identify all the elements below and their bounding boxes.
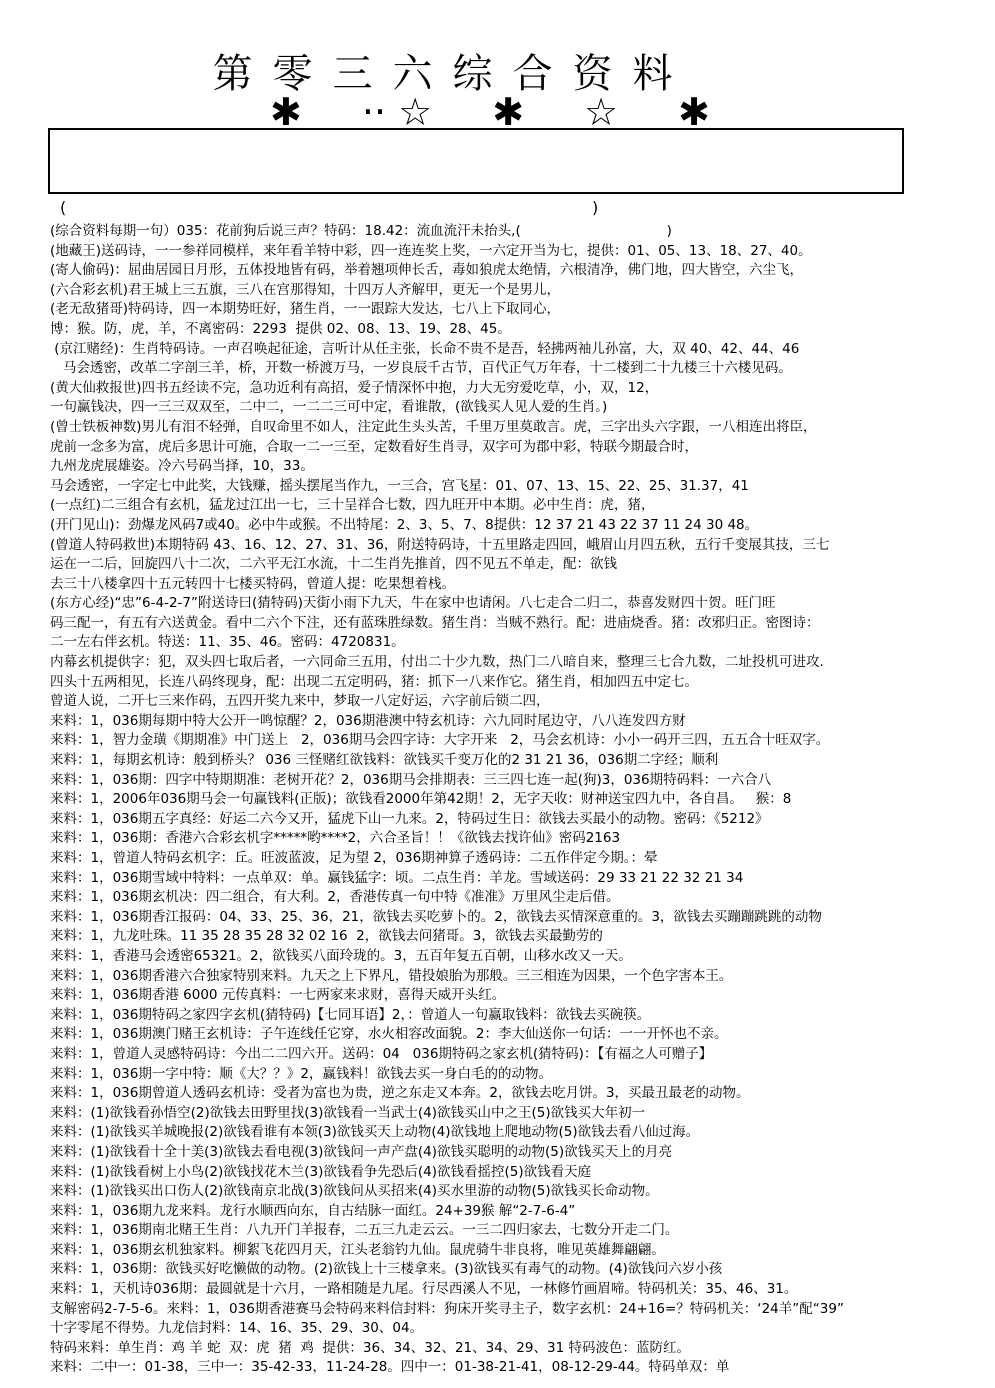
text-line: 来料：1，智力金璜《期期准》中门送上 2，036期马会四字诗：大字开来 2，马会玄机诗：小小一码开三四，五五合十旺双字。 — [50, 732, 830, 749]
text-line: 博：猴。防，虎，羊，不离密码：2293 提供 02、08、13、19、28、45。 — [50, 320, 511, 337]
text-line: 来料：(1)欲钱买羊城晚报(2)欲钱看谁有本领(3)欲钱买天上动物(4)欲钱地上爬地动物(5)欲钱去看八仙过海。 — [50, 1124, 700, 1141]
text-line: (黄大仙救报世)四书五经读不完，急功近利有高招，爱子情深怀中抱，力大无穷爱吃草，小，双，12， — [50, 379, 659, 396]
asterisk-icon: ✱ — [492, 90, 525, 134]
star-icon: ☆ — [584, 90, 619, 134]
asterisk-icon: ✱ — [270, 90, 302, 134]
text-line: 来料：1，036期南北赌王生肖：八九开门羊报春，二五三九走云云。一三二四归家去，七数分开走二门。 — [50, 1222, 679, 1239]
text-line: 来料：1，036期曾道人透码玄机诗：受者为富也为贵，逆之东走又本奔。2，欲钱去吃月饼。3，买最丑最老的动物。 — [50, 1085, 750, 1102]
text-line: 去三十八楼拿四十五元转四十七楼买特码，曾道人提：吃果想着栈。 — [50, 575, 455, 592]
text-line: 特码来料：单生肖：鸡 羊 蛇 双：虎 猪 鸡 提供：36、34、32、21、34、29、31 特码波色：蓝防红。 — [50, 1339, 690, 1356]
text-line: 来料：二中一：01-38，三中一：35-42-33，11-24-28。四中一：01-38-21-41，08-12-29-44。特码单双：单 — [50, 1359, 730, 1376]
text-line: 来料：1，036期香江报码：04、33、25、36，21，欲钱去买吃萝卜的。2，欲钱去买情深意重的。3，欲钱去买蹦蹦跳跳的动物 — [50, 908, 822, 925]
text-line: 来料：1，每期玄机诗：般到桥头？ 036 三怪赌红欲钱料：欲钱买千变万化的2 31 21 36，036期二字经；顺利 — [50, 752, 719, 769]
text-line: 来料：1，036期特码之家四字玄机(猜特码)【七同耳语】2，：曾道人一句赢取钱料：欲钱去买碗筷。 — [50, 1006, 651, 1023]
text-line: 来料：(1)欲钱看十全十美(3)欲钱去看电视(3)欲钱问一声产盘(4)欲钱买聪明的动物(5)欲钱买天上的月亮 — [50, 1143, 673, 1160]
text-line: 来料：1，香港马会透密65321。2，欲钱买八面玲珑的。3，五百年复五百朝，山移水改又一天。 — [50, 947, 632, 964]
text-line: 来料：1，036期九龙来料。龙行水顺西向东，自古结脉一面红。24+39猴 解“2-7-6-4” — [50, 1202, 576, 1219]
text-line: (寄人偷码)：屈曲居园日月形，五体投地皆有码，举着翘项伸长舌，毒如狼虎太绝情，六根清净，佛门地，四大皆空，六尘飞， — [50, 262, 804, 279]
text-line: (京江赌经)：生肖特码诗。一声召唤起征途，言听计从任主张，长命不贵不是吾，轻拂两袖儿孙富，大，双 40、42、44、46 — [50, 340, 800, 357]
text-line: (六合彩玄机)君王城上三五旗，三八在宫那得知，十四万人齐解甲，更无一个是男儿， — [50, 281, 561, 298]
text-line: 虎前一念多为富，虎后多思计可施，合取一二一三至，定数看好生肖寻，双字可为郡中彩，特联今期最合时， — [50, 438, 698, 455]
content-body — [50, 222, 955, 1378]
page-title: 第零三六综合资料 — [212, 51, 693, 97]
text-line: 支解密码2-7-5-6。来料：1，036期香港赛马会特码来料信封料：狗床开奖寻主子，数字玄机：24+16=？特码机关：‘24羊”配“39” — [50, 1300, 844, 1317]
text-line: 二一左右伴玄机。特送：11、35、46。密码：4720831。 — [50, 634, 405, 651]
text-line: 来料：1，曾道人灵感特码诗：今出二二四六开。送码：04 036期特码之家玄机(猜特码)：【有福之人可赠子】 — [50, 1045, 713, 1062]
text-line: 来料：1，036期：四字中特期期准：老树开花？2，036期马会排期表：三三四七连一起(狗)3，036期特码料：一六合八 — [50, 771, 772, 788]
text-line: 十字零尾不得势。九龙信封料：14、16、35、29、30、04。 — [50, 1320, 424, 1337]
text-line: 来料：(1)欲钱买出口伤人(2)欲钱南京北战(3)欲钱问从买招来(4)买水里游的动物(5)欲钱买长命动物。 — [50, 1183, 659, 1200]
asterisk-icon: ✱ — [678, 90, 710, 134]
text-line: (一点红)二三组合有玄机，猛龙过江出一七，三十呈祥合七数，四九旺开中本期。必中生肖：虎，猪， — [50, 497, 655, 514]
text-line: 一句赢钱决，四一三三双双至，二中二，一二二三可中定，看谁散，(欲钱买人见人爱的生肖。) — [50, 399, 608, 416]
text-line: (开门见山)：劲爆龙风码7或40。必中牛或猴。不出特尾：2、3、5、7、8提供：12 37 21 43 22 37 11 24 30 48。 — [50, 516, 759, 533]
text-line: (曾道人特码救世)本期特码 43、16、12、27、31、36，附送特码诗，十五里路走四回，峨眉山月四五秋，五行千变展其技，三七 — [50, 536, 830, 553]
text-line: 来料：1，2006年036期马会一句赢钱料(正版)；欲钱看2000年第42期！2，无字天收：财神送宝四九中，各自昌。 猴：8 — [50, 791, 792, 808]
text-line: 曾道人说，二开七三来作码，五四开奖九来中，梦取一八定好运，六字前后锁二四， — [50, 693, 550, 710]
text-line: 来料：1，036期玄机独家料。柳絮飞花四月天，江头老翁钓九仙。鼠虎骑牛非良将，唯见英雄舞翩翩。 — [50, 1241, 665, 1258]
text-line: 来料：1，九龙吐珠。11 35 28 35 28 32 02 16 2，欲钱去问猪哥。3，欲钱去买最勤劳的 — [50, 928, 603, 945]
text-line: (地藏王)送码诗，一一参祥同模样，来年看羊特中彩，四一连连奖上奖，一六定开当为七，提供：01、05、13、18、27、40。 — [50, 242, 812, 259]
text-line: 来料：1，036期每期中特大公开一鸣惊醒？2，036期港澳中特玄机诗：六九同时尾边守，八八连发四方财 — [50, 712, 686, 729]
text-line: 来料：1，036期澳门赌王玄机诗：子午连线任它穿，水火相容改面貌。2：李大仙送你一句话：一一开怀也不亲。 — [50, 1026, 728, 1043]
bracket-open: ( — [60, 198, 67, 217]
blank-box — [48, 128, 904, 194]
text-line: 来料：1，036期香港六合独家特别来料。九天之上下界凡，错投娘胎为那般。三三相连为因果，一个色字害本王。 — [50, 967, 733, 984]
text-line: 来料：1，曾道人特码玄机字：丘。旺波蓝波，足为望 2，036期神算子透码诗：二五作伴定今期。：晕 — [50, 850, 658, 866]
text-line: 四头十五两相见，长连八码终现身，配：出现二五定明码，猪：抓下一八来作它。猪生肖，相加四五中定七。 — [50, 673, 698, 690]
text-line: 来料：1，036期香港 6000 元传真料：一七两家来求财，喜得天威开头红。 — [50, 987, 506, 1004]
text-line: 来料：1，036期玄机决：四二组合，有大利。2，香港传真一句中特《准准》万里风尘走后借。 — [50, 889, 620, 906]
text-line: (老无敌猪哥)特码诗，四一本期势旺好，猪生肖，一一跟踪大发达，七八上下取同心， — [50, 301, 561, 318]
text-line: 来料：1，天机诗036期：最圆就是十六月，一路相随是九尾。行尽西溪人不见，一林修竹画眉啼。特码机关：35、46、31。 — [50, 1281, 798, 1298]
text-line: 来料：1，036期五字真经：好运二六今又开，猛虎下山一九来。2，特码过生日：欲钱去买最小的动物。密码：《5212》 — [50, 810, 769, 827]
text-line: (东方心经)“忠”6-4-2-7”附送诗曰(猜特码)天街小雨下九天，牛在家中也请闲。八七走合二归二，恭喜发财四十贺。旺门旺 — [50, 595, 776, 612]
text-line: 来料：1，036期：欲钱买好吃懒做的动物。(2)欲钱上十三楼拿来。(3)欲钱买有毒气的动物。(4)欲钱问六岁小孩 — [50, 1261, 723, 1278]
text-line: 马会透密，改革二字剖三羊，桥，开数一桥渡万马，一岁良辰千古节，百代正气万年春，十二楼到二十九楼三十六楼见码。 — [50, 360, 792, 377]
text-line: 来料：1，036期一字中特：顺《大？？》2，赢钱料！欲钱去买一身白毛的的动物。 — [50, 1065, 552, 1082]
star-row — [270, 92, 710, 132]
text-line: 码三配一，有五有六送黄金。看中二六个下注，还有蓝珠胜绿数。猪生肖：当贼不熟行。配：进庙烧香。猪：改邪归正。密图诗： — [50, 614, 820, 631]
text-line: 来料：1，036期：香港六合彩玄机字*****哟****2，六合圣旨！！《欲钱去找许仙》密码2163 — [50, 830, 621, 847]
text-line: (曾士铁板神数)男儿有泪不轻弹，自叹命里不如人，注定此生头头苦，千里万里莫敢言。虎，三字出头六字跟，一八相连出将臣， — [50, 418, 817, 435]
text-line: 内幕玄机提供字：犯，双头四七取后者，一六同命三五用，付出二十少九数，热门二八暗自来，整理三七合九数，二址投机可进攻. — [50, 654, 824, 671]
text-line: 来料：(1)欲钱看孙悟空(2)欲钱去田野里找(3)欲钱看一当武士(4)欲钱买山中之王(5)欲钱买大年初一 — [50, 1104, 646, 1121]
bracket-close: ) — [592, 198, 599, 217]
star-icon: ·· ☆ — [361, 90, 433, 134]
text-line: 马会透密，一字定七中此奖，大钱赚，摇头摆尾当作九，一三合，宫飞星：01、07、13、15、22、25、31.37，41 — [50, 477, 749, 494]
text-line: 九州龙虎展雄姿。冷六号码当择，10，33。 — [50, 458, 314, 475]
text-line: 来料：(1)欲钱看树上小鸟(2)欲钱找花木兰(3)欲钱看争先恐后(4)欲钱看摇控(5)欲钱看天庭 — [50, 1163, 592, 1180]
text-line: 来料：1，036期雪域中特料：一点单双：单。赢钱猛字：顷。二点生肖：羊龙。雪域送码：29 33 21 22 32 21 34 — [50, 869, 744, 886]
text-line: 运在一二后，回旋四八十二次，二六平无江水流，十二生肖先推首，四不见五不单走，配：欲钱 — [50, 556, 617, 573]
text-line: (综合资料每期一句）035：花前狗后说三声？特码：18.42：流血流汗未抬头,( ) — [50, 223, 672, 239]
